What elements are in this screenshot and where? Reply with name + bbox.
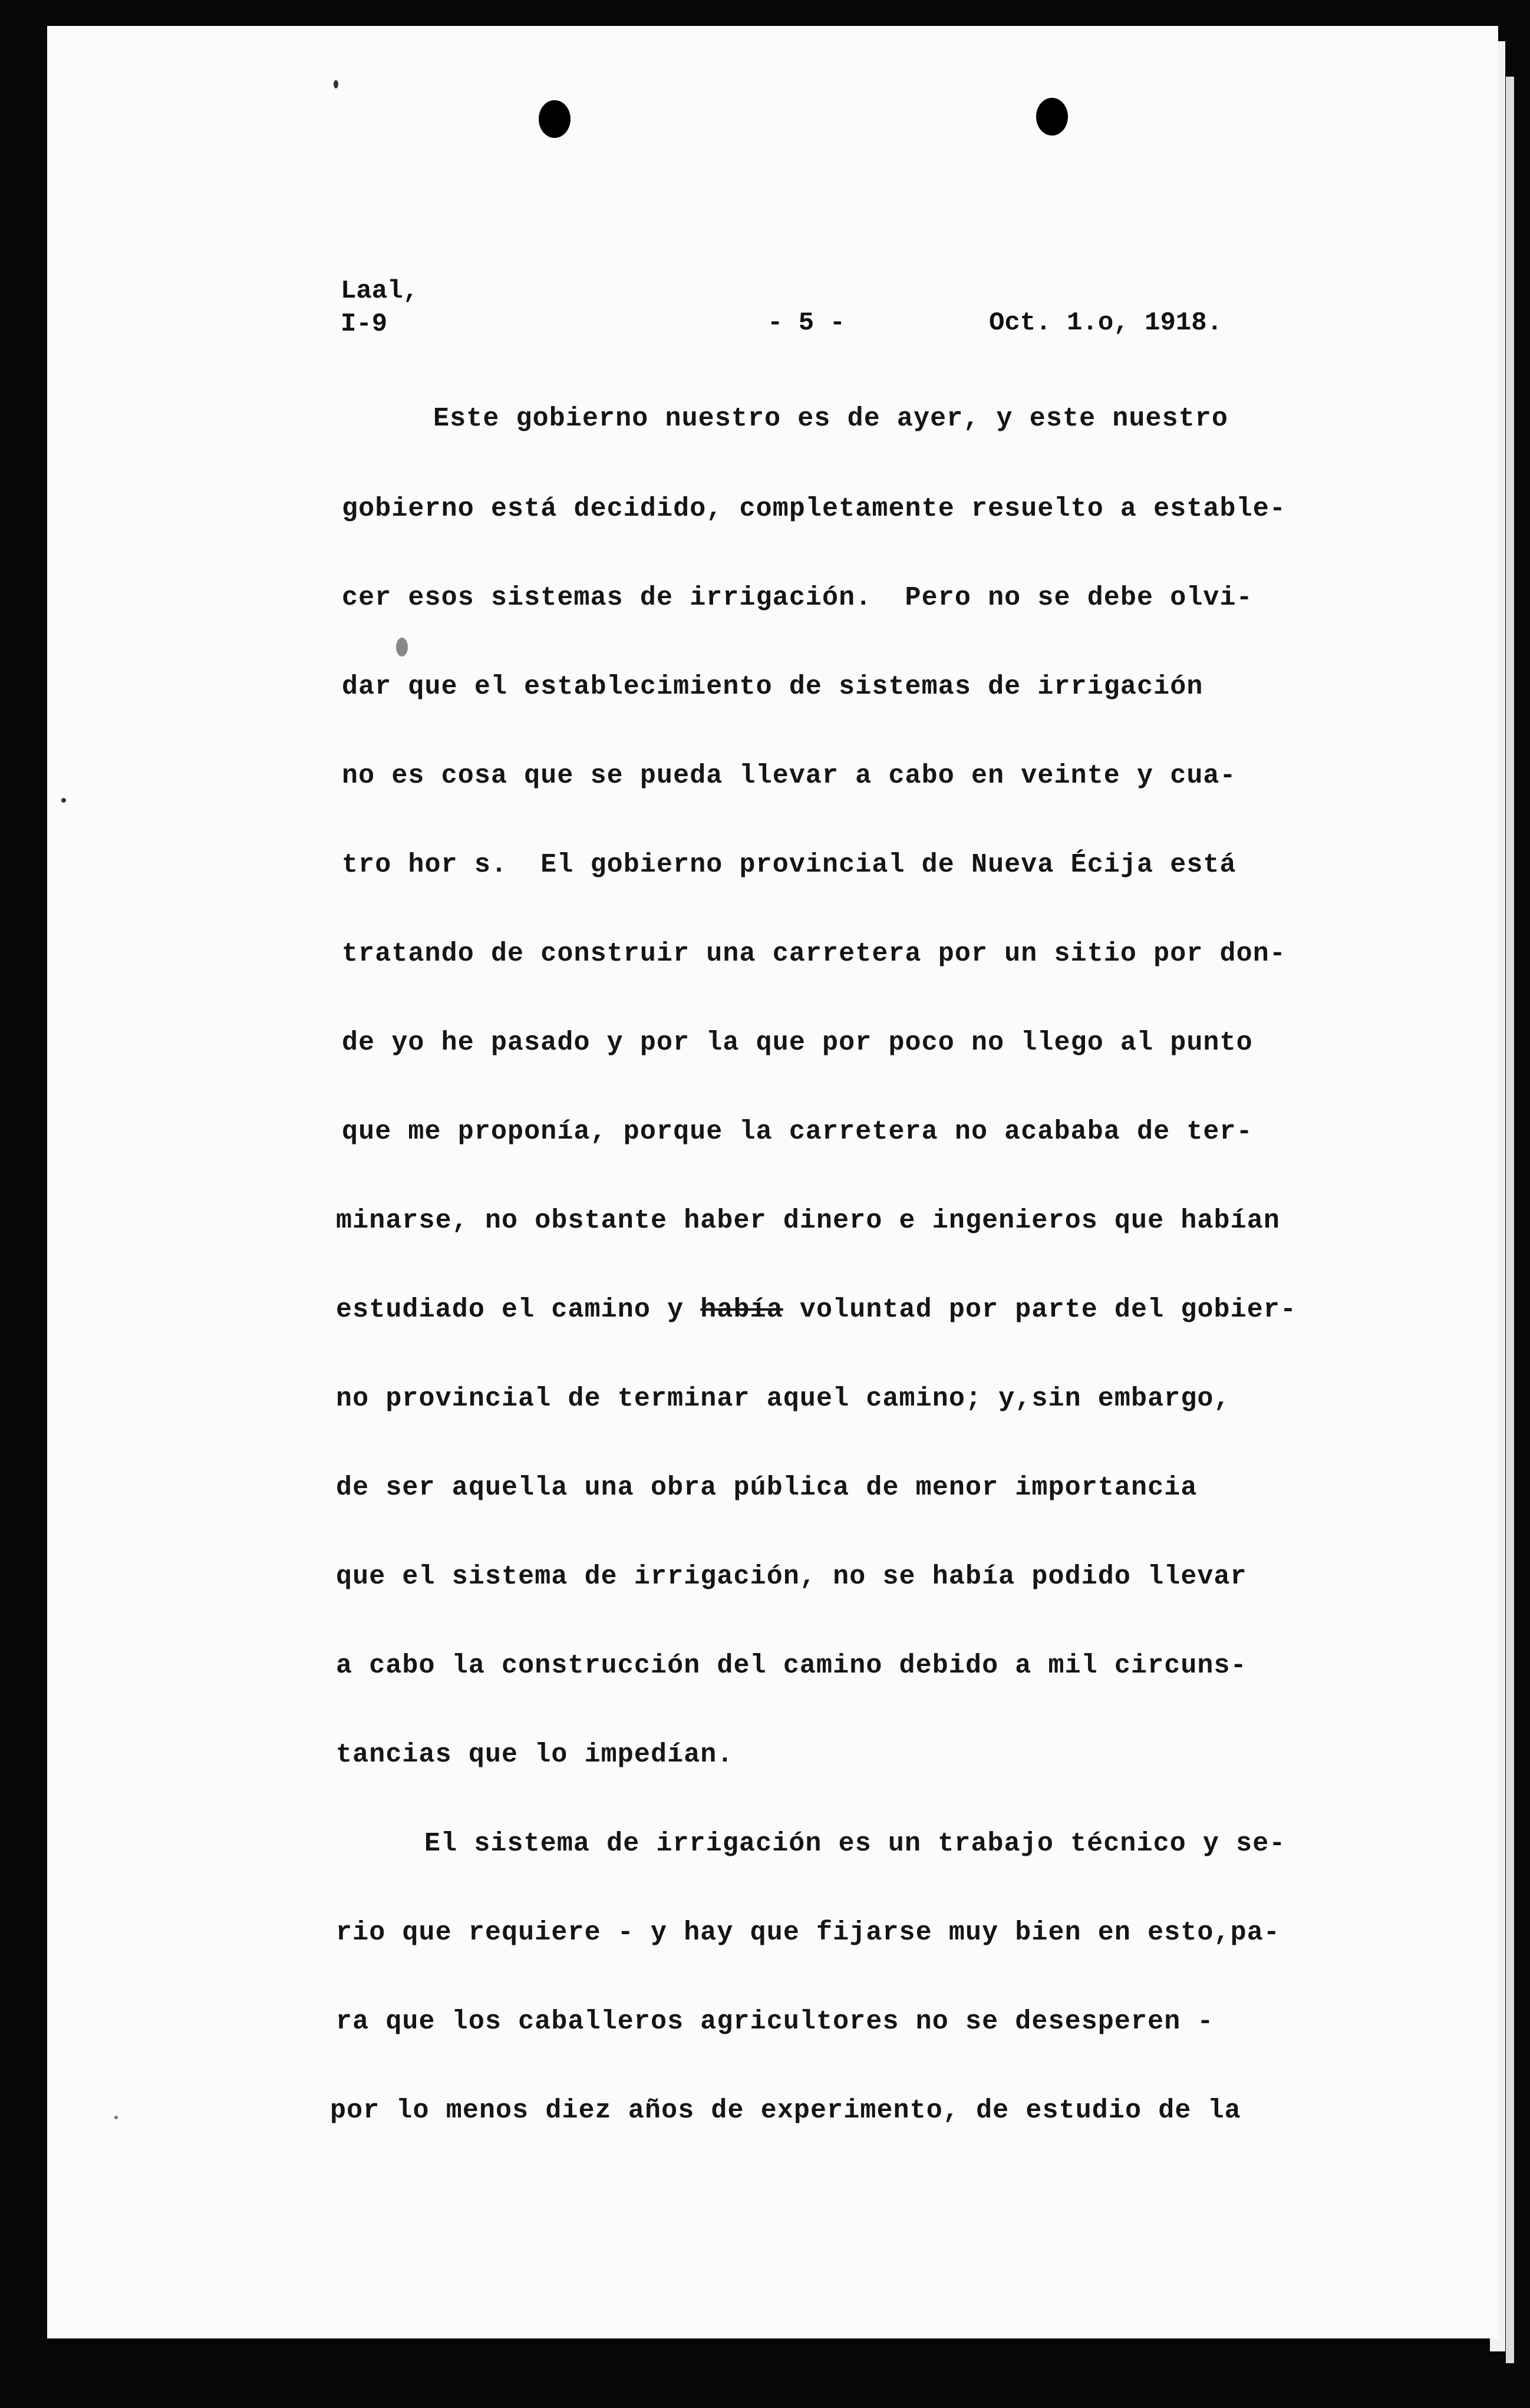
text-line: gobierno está decidido, completamente resuelto a estable- [342,494,1286,524]
punch-hole-right [1036,98,1068,136]
text-line: que me proponía, porque la carretera no acababa de ter- [342,1117,1253,1147]
text-line [336,1295,1297,1325]
text-segment: estudiado el camino y [336,1295,701,1325]
text-line: El sistema de irrigación es un trabajo técnico y se- [424,1829,1286,1859]
text-line: dar que el establecimiento de sistemas de irrigación [342,672,1203,702]
text-line: a cabo la construcción del camino debido a mil circuns- [336,1651,1247,1681]
document-date: Oct. 1.o, 1918. [989,308,1223,338]
text-line: de yo he pasado y por la que por poco no llego al punto [342,1028,1253,1058]
text-line: no provincial de terminar aquel camino; y,sin embargo, [336,1384,1231,1414]
page-number: - 5 - [767,308,846,338]
text-line: por lo menos diez años de experimento, de estudio de la [330,2096,1241,2126]
document-code [341,275,418,341]
text-line: cer esos sistemas de irrigación. Pero no se debe olvi- [342,583,1253,613]
text-line: tratando de construir una carretera por un sitio por don- [342,939,1286,969]
punch-hole-left [539,100,571,138]
file-code: I-9 [341,309,388,339]
text-line: minarse, no obstante haber dinero e ingenieros que habían [336,1206,1280,1236]
text-line: de ser aquella una obra pública de menor importancia [336,1473,1198,1503]
paper-speck [114,2116,118,2119]
text-line: que el sistema de irrigación, no se había podido llevar [336,1562,1247,1592]
typewritten-page [47,26,1498,2338]
stacked-page-edge-back [1506,77,1514,2363]
text-line: tancias que lo impedían. [336,1740,734,1770]
text-line: rio que requiere - y hay que fijarse muy bien en esto,pa- [336,1918,1280,1948]
text-line: no es cosa que se pueda llevar a cabo en veinte y cua- [342,761,1236,791]
paper-speck [396,638,408,657]
text-line: tro hor s. El gobierno provincial de Nueva Écija está [342,850,1236,880]
text-segment: voluntad por parte del gobier- [783,1295,1297,1325]
text-line: ra que los caballeros agricultores no se desesperen - [336,2007,1214,2037]
text-line: Este gobierno nuestro es de ayer, y este nuestro [433,404,1229,434]
paper-speck [334,80,338,88]
paper-speck [61,798,66,803]
author-initials: Laal, [341,276,419,306]
struck-out-word: había [700,1295,783,1325]
